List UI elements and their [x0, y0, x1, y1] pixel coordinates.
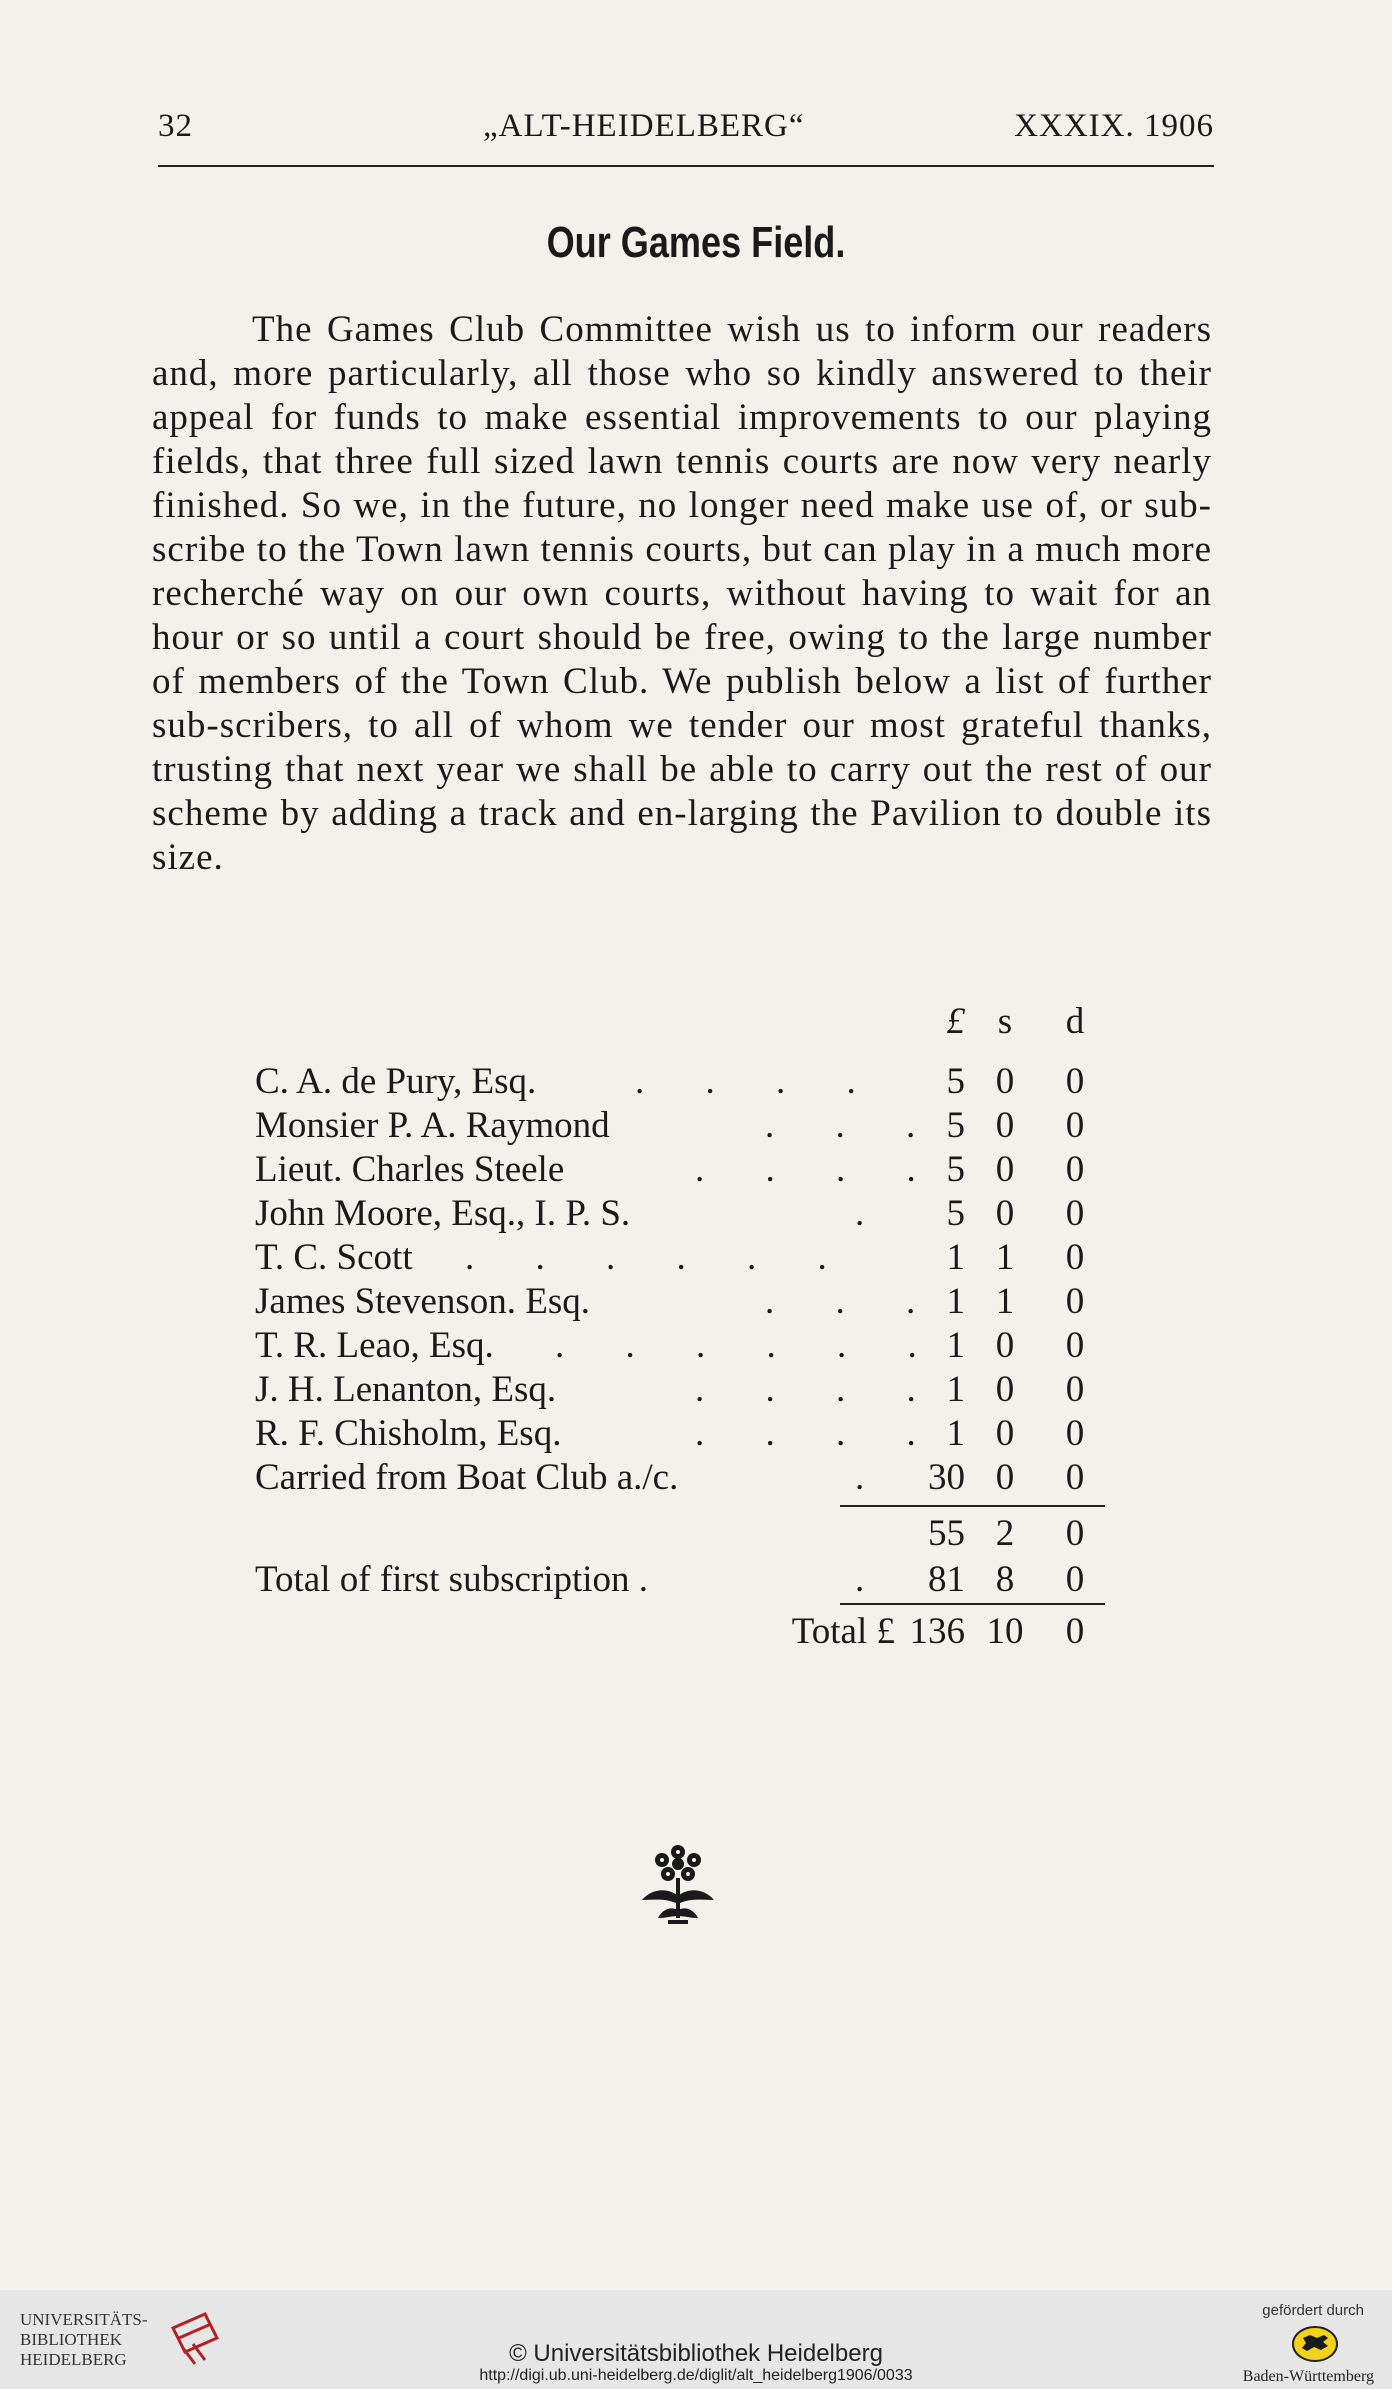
pence-value: 0	[1065, 1105, 1085, 1146]
funder-name: Baden-Württemberg	[1242, 2368, 1374, 2385]
shillings-value: 0	[995, 1193, 1015, 1234]
journal-title: „ALT-HEIDELBERG“	[483, 108, 805, 144]
pounds-value: 5	[946, 1061, 965, 1102]
leader-dots: . . . . . .	[555, 1325, 943, 1366]
pence-value: 0	[1065, 1457, 1085, 1498]
subscriber-name: R. F. Chisholm, Esq.	[255, 1413, 562, 1454]
pence-value: 0	[1065, 1237, 1085, 1278]
table-row	[255, 1456, 1095, 1500]
pence-value: 0	[1065, 1281, 1085, 1322]
pence-value: 0	[1065, 1325, 1085, 1366]
subscriber-name: J. H. Lenanton, Esq.	[255, 1369, 557, 1410]
shillings-value: 1	[995, 1281, 1015, 1322]
first-subscription-row	[255, 1558, 1095, 1602]
leader-dots: .	[855, 1193, 891, 1234]
subscriber-name: James Stevenson. Esq.	[255, 1281, 591, 1322]
running-head	[158, 108, 1214, 154]
first-subscription-pounds: 81	[928, 1559, 965, 1600]
table-row	[255, 1104, 1095, 1148]
pounds-value: 5	[946, 1149, 965, 1190]
table-row	[255, 1236, 1095, 1280]
shillings-value: 1	[995, 1237, 1015, 1278]
pounds-value: 5	[946, 1193, 965, 1234]
shillings-value: 0	[995, 1105, 1015, 1146]
pounds-value: 1	[946, 1413, 965, 1454]
baden-wuerttemberg-crest-icon	[1290, 2324, 1340, 2364]
leader-dots: . . .	[765, 1281, 942, 1322]
subtotal-shillings: 2	[995, 1513, 1015, 1554]
leader-dots: . . . .	[695, 1413, 942, 1454]
leader-dots: .	[855, 1457, 891, 1498]
subscriber-name: T. R. Leao, Esq.	[255, 1325, 494, 1366]
grand-total-label: Total £	[791, 1611, 895, 1652]
table-row	[255, 1148, 1095, 1192]
subtotal-rule	[840, 1505, 1105, 1507]
pounds-value: 5	[946, 1105, 965, 1146]
pounds-value: 1	[946, 1325, 965, 1366]
leader-dots: . . .	[765, 1105, 942, 1146]
grand-total-pounds: 136	[909, 1611, 965, 1652]
subscriber-name: Carried from Boat Club a./c.	[255, 1457, 679, 1498]
shillings-value: 0	[995, 1457, 1015, 1498]
pence-value: 0	[1065, 1149, 1085, 1190]
leader-dots: . . . .	[695, 1149, 942, 1190]
first-subscription-shillings: 8	[995, 1559, 1015, 1600]
header-rule	[158, 165, 1214, 167]
table-row	[255, 1368, 1095, 1412]
funded-by-label: gefördert durch	[1262, 2302, 1364, 2319]
shillings-value: 0	[995, 1369, 1015, 1410]
table-row	[255, 1280, 1095, 1324]
leader-dots: . . . .	[635, 1061, 882, 1102]
pence-value: 0	[1065, 1413, 1085, 1454]
shillings-value: 0	[995, 1061, 1015, 1102]
table-row	[255, 1412, 1095, 1456]
volume-year: XXXIX. 1906	[1014, 108, 1214, 144]
subtotal-pence: 0	[1065, 1513, 1085, 1554]
grand-total-shillings: 10	[986, 1611, 1024, 1652]
subscriber-name: T. C. Scott	[255, 1237, 413, 1278]
pounds-value: 1	[946, 1369, 965, 1410]
table-row	[255, 1192, 1095, 1236]
article-title: Our Games Field.	[546, 218, 846, 267]
pounds-value: 30	[928, 1457, 965, 1498]
subtotal-pounds: 55	[928, 1513, 965, 1554]
copyright-notice: © Universitätsbibliothek Heidelberg	[509, 2340, 883, 2367]
shillings-header: s	[997, 1001, 1013, 1042]
leader-dots: . . . .	[695, 1369, 942, 1410]
shillings-value: 0	[995, 1413, 1015, 1454]
table-header	[255, 1000, 1095, 1044]
library-name: UNIVERSITÄTS- BIBLIOTHEK HEIDELBERG	[20, 2310, 148, 2369]
subtotal-row	[255, 1512, 1095, 1556]
pence-value: 0	[1065, 1369, 1085, 1410]
pence-value: 0	[1065, 1061, 1085, 1102]
table-row	[255, 1324, 1095, 1368]
floral-ornament-icon	[636, 1840, 720, 1930]
shillings-value: 0	[995, 1325, 1015, 1366]
footer-bar	[0, 2290, 1392, 2389]
article-body: The Games Club Committee wish us to inform our readers and, more particularly, all those who so kindly answered to their appeal for funds to make essential improvements to our playing fields, that three full sized lawn tennis courts are now very nearly finished. So we, in the future, no longer need make use of, or sub-scribe to the Town lawn tennis courts, but can play in a much more recherché way on our own courts, without having to wait for an hour or so until a court should be free, owing to the large number of members of the Town Club. We publish below a list of further sub-scribers, to all of whom we tender our most grateful thanks, trusting that next year we shall be able to carry out the rest of our scheme by adding a track and en-larging the Pavilion to double its size.	[152, 309, 1212, 878]
shillings-value: 0	[995, 1149, 1015, 1190]
pounds-value: 1	[946, 1281, 965, 1322]
pence-value: 0	[1065, 1193, 1085, 1234]
grand-total-row	[255, 1610, 1095, 1654]
first-subscription-pence: 0	[1065, 1559, 1085, 1600]
subscriber-name: C. A. de Pury, Esq.	[255, 1061, 537, 1102]
page-number: 32	[158, 108, 193, 144]
table-row	[255, 1060, 1095, 1104]
pounds-header: £	[946, 1001, 965, 1042]
subscriber-name: Monsier P. A. Raymond	[255, 1105, 610, 1146]
leader-dots: .	[855, 1559, 891, 1600]
source-url[interactable]: http://digi.ub.uni-heidelberg.de/diglit/alt_heidelberg1906/0033	[479, 2367, 913, 2384]
pounds-value: 1	[946, 1237, 965, 1278]
pence-header: d	[1065, 1001, 1085, 1042]
total-rule	[840, 1603, 1105, 1605]
grand-total-pence: 0	[1065, 1611, 1085, 1652]
subscriber-name: Lieut. Charles Steele	[255, 1149, 565, 1190]
first-subscription-label: Total of first subscription .	[255, 1559, 649, 1600]
subscriber-name: John Moore, Esq., I. P. S.	[255, 1193, 631, 1234]
leader-dots: . . . . . .	[465, 1237, 853, 1278]
